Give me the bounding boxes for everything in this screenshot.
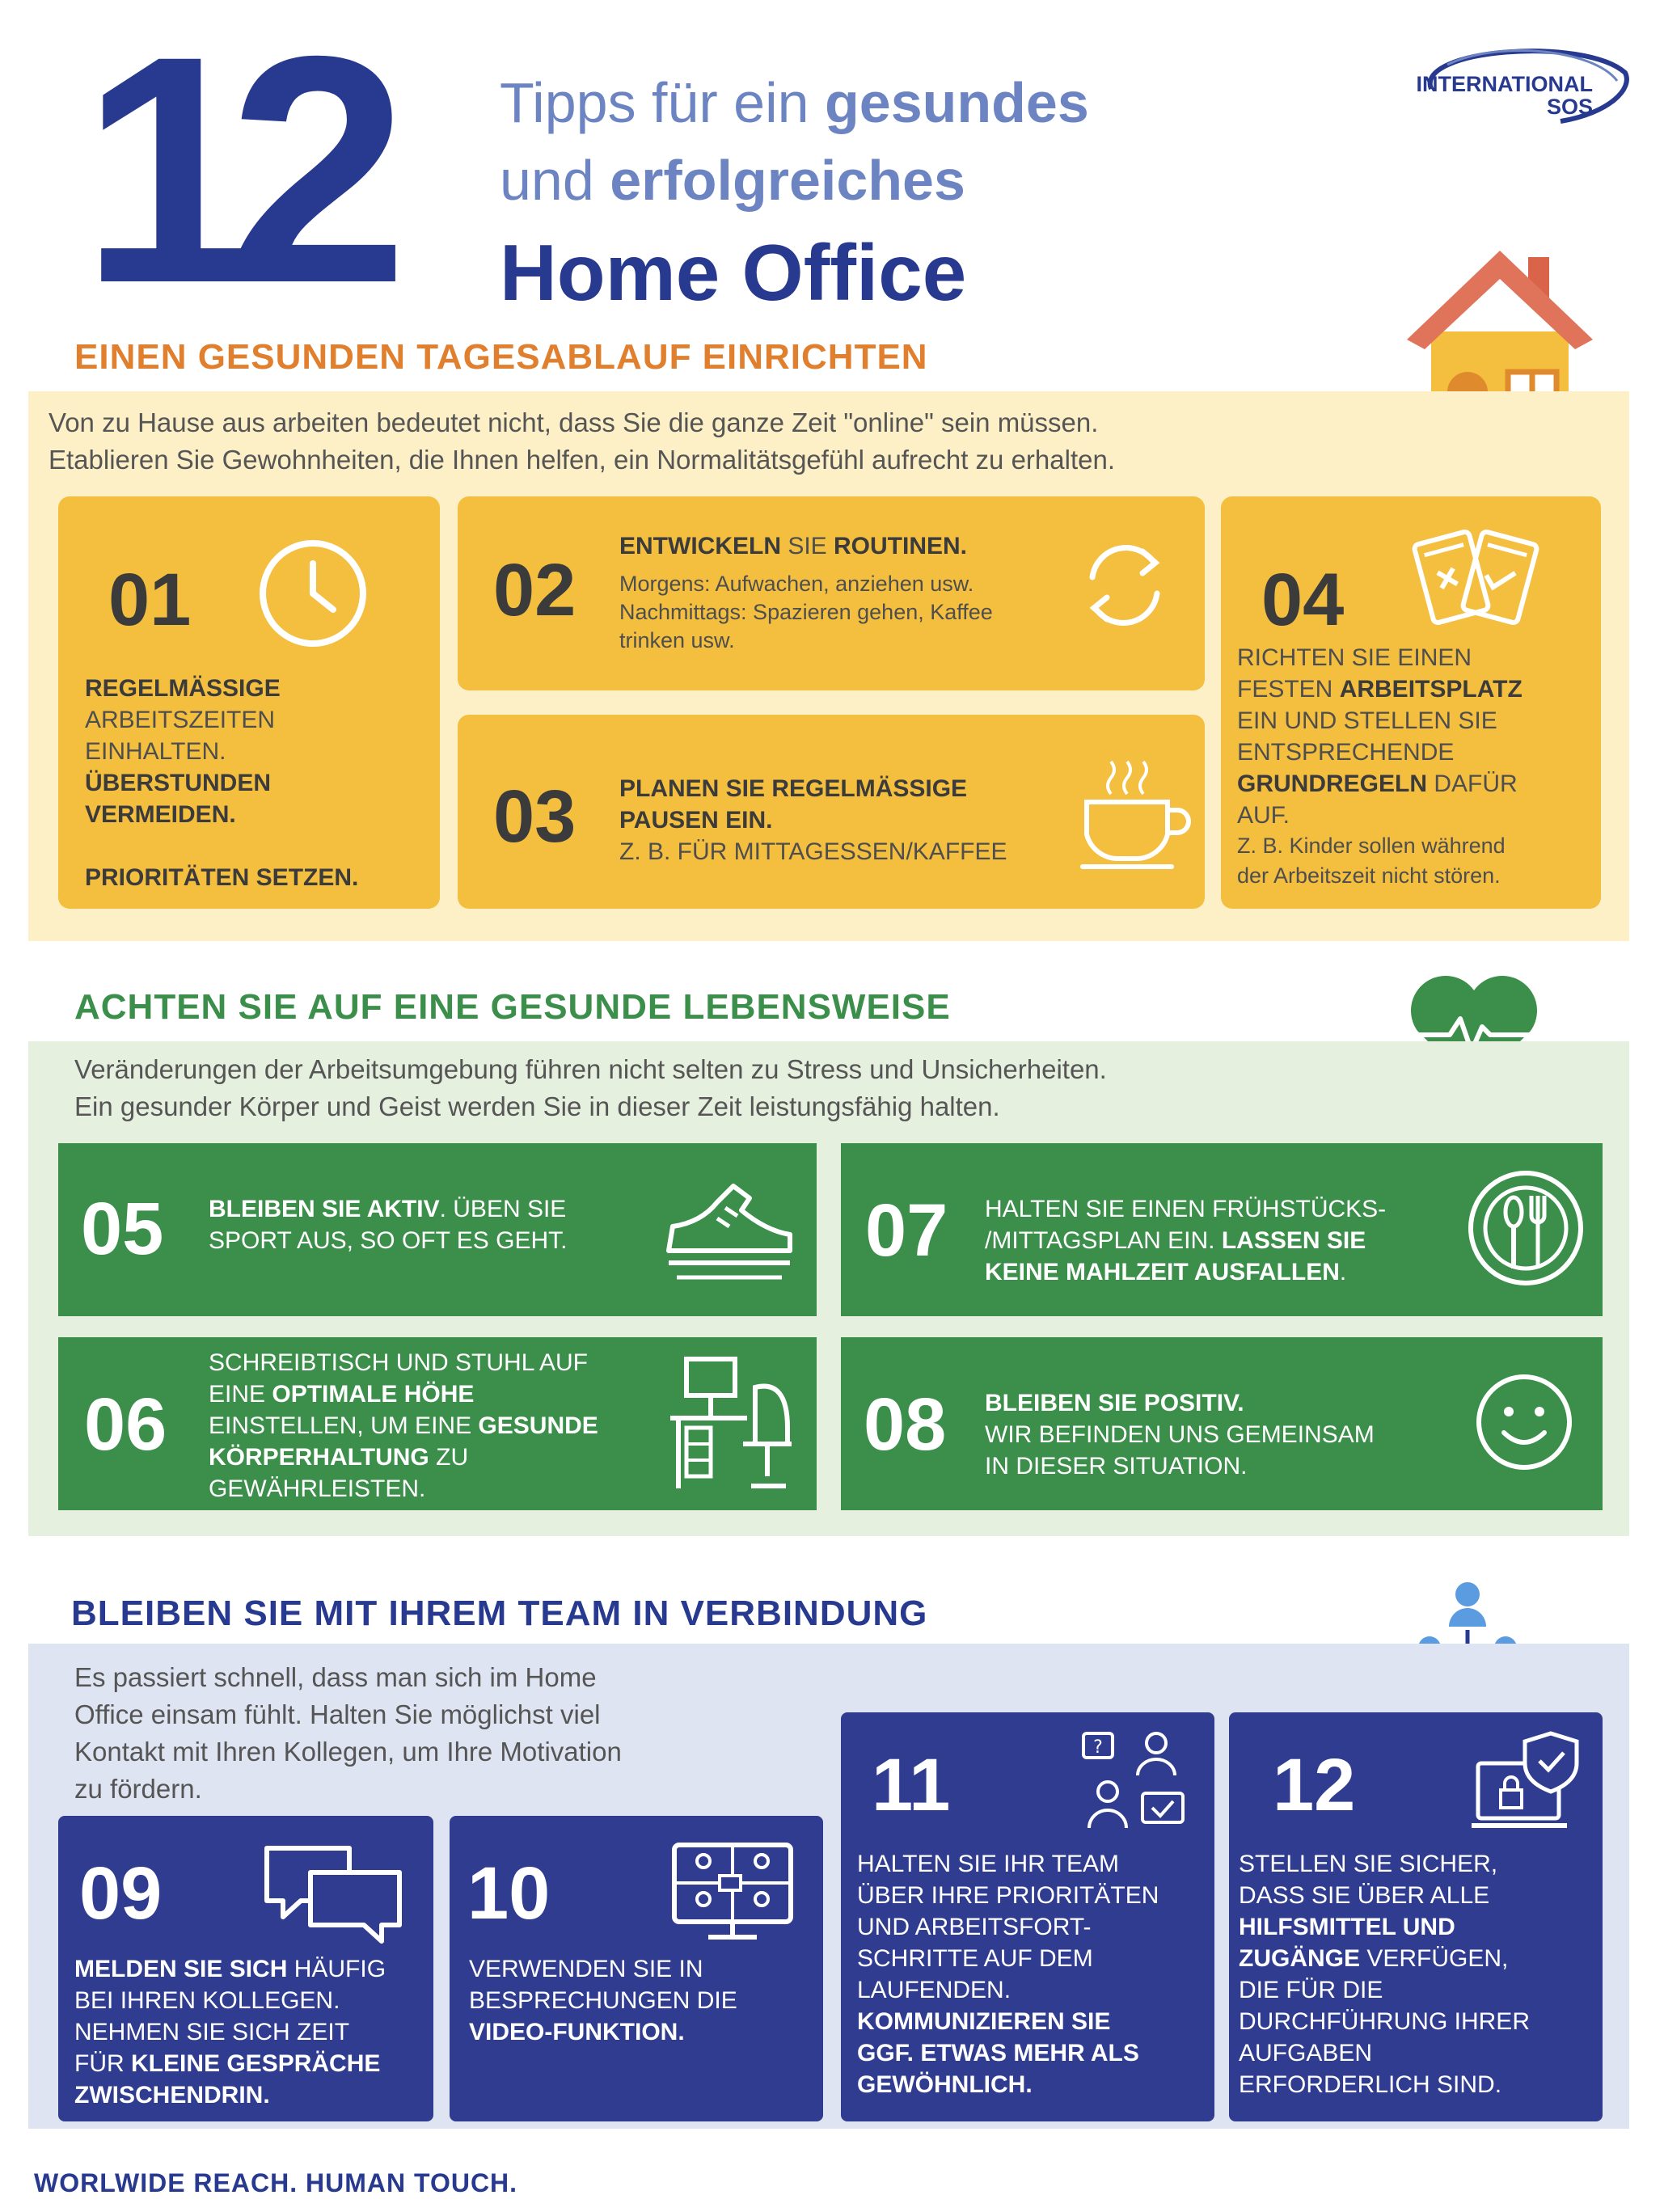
video-conference-icon [668,1838,797,1944]
tip-01-number: 01 [108,559,192,641]
tip-01-card [58,496,440,909]
team-questions-icon [1079,1727,1193,1840]
tip-04-text: RICHTEN SIE EINEN FESTEN ARBEITSPLATZ EIN UND STELLEN SIE ENTSPRECHENDE GRUNDREGELN DAFÜR AUF. Z. B. Kinder sollen während der Arbeitszeit nicht stören. [1237,644,1523,888]
tip-08-number: 08 [864,1383,947,1466]
section-3-intro: Es passiert schnell, dass man sich im Home Office einsam fühlt. Halten Sie möglichst viel Kontakt mit Ihren Kollegen, um Ihre Motivation zu fördern. [74,1662,622,1804]
chat-bubbles-icon [260,1840,406,1945]
coffee-cup-icon [1079,754,1192,875]
tip-12-number: 12 [1273,1744,1356,1826]
tip-02-text: ENTWICKELN SIE ROUTINEN. Morgens: Aufwachen, anziehen usw. Nachmittags: Spazieren gehen, Kaffee trinken usw. [619,533,993,652]
desk-chair-icon [666,1355,796,1492]
tip-11-card [841,1712,1214,2121]
tip-04-number: 04 [1261,559,1345,641]
smiley-icon [1472,1370,1577,1475]
tip-11-number: 11 [872,1744,951,1826]
tip-08-text: BLEIBEN SIE POSITIV. WIR BEFINDEN UNS GEMEINSAM IN DIESER SITUATION. [985,1390,1375,1480]
tip-09-card [58,1816,433,2121]
tip-10-card [450,1816,823,2121]
clock-icon [252,533,374,654]
tip-04-card [1221,496,1601,909]
tip-07-card [841,1143,1603,1316]
tip-05-card [58,1143,817,1316]
tip-06-number: 06 [84,1383,167,1466]
tip-03-number: 03 [493,775,576,858]
tip-09-number: 09 [79,1852,163,1935]
tip-10-number: 10 [467,1852,551,1935]
tip-02-number: 02 [493,549,576,631]
section-3-title: BLEIBEN SIE MIT IHREM TEAM IN VERBINDUNG [71,1594,928,1633]
headline-number: 12 [81,0,376,350]
tip-03-card [458,715,1205,909]
headline-line-2: und erfolgreiches [500,149,965,212]
sneaker-icon [661,1174,798,1287]
section-2-title: ACHTEN SIE AUF EINE GESUNDE LEBENSWEISE [74,987,951,1027]
section-1-title: EINEN GESUNDEN TAGESABLAUF EINRICHTEN [74,337,928,377]
tip-12-card [1229,1712,1603,2121]
tip-05-text: BLEIBEN SIE AKTIV. ÜBEN SIE SPORT AUS, SO OFT ES GEHT. [209,1196,568,1254]
footer-tagline: WORLWIDE REACH. HUMAN TOUCH. [34,2168,518,2197]
tip-10-text: VERWENDEN SIE IN BESPRECHUNGEN DIE VIDEO-FUNKTION. [469,1956,737,2045]
tip-07-number: 07 [865,1189,948,1272]
tip-01-text: REGELMÄSSIGE ARBEITSZEITEN EINHALTEN. ÜBERSTUNDEN VERMEIDEN. PRIORITÄTEN SETZEN. [85,675,359,891]
tip-09-text: MELDEN SIE SICH HÄUFIG BEI IHREN KOLLEGEN. NEHMEN SIE SICH ZEIT FÜR KLEINE GESPRÄCHE ZWISCHENDRIN. [74,1956,386,2109]
plate-cutlery-icon [1465,1167,1586,1289]
international-sos-logo: INTERNATIONAL SOS [1399,32,1641,129]
tip-02-card [458,496,1205,690]
checklist-cards-icon [1407,521,1544,634]
tip-06-text: SCHREIBTISCH UND STUHL AUF EINE OPTIMALE HÖHE EINSTELLEN, UM EINE GESUNDE KÖRPERHALTUNG ZU GEWÄHRLEISTEN. [209,1349,598,1502]
section-1-intro: Von zu Hause aus arbeiten bedeutet nicht, dass Sie die ganze Zeit "online" sein müssen. Etablieren Sie Gewohnheiten, die Ihnen helfen, ein Normalitätsgefühl aufrecht zu erhalten. [49,407,1116,475]
tip-05-number: 05 [81,1188,164,1270]
tip-12-text: STELLEN SIE SICHER, DASS SIE ÜBER ALLE HILFSMITTEL UND ZUGÄNGE VERFÜGEN, DIE FÜR DIE DURCHFÜHRUNG IHRER AUFGABEN ERFORDERLICH SIND. [1239,1851,1530,2098]
tip-03-text: PLANEN SIE REGELMÄSSIGE PAUSEN EIN. Z. B. FÜR MITTAGESSEN/KAFFEE [619,775,1007,865]
svg-text:?: ? [1093,1737,1103,1758]
headline-line-3: Home Office [500,228,967,317]
secure-laptop-icon [1470,1727,1583,1840]
tip-07-text: HALTEN SIE EINEN FRÜHSTÜCKS- /MITTAGSPLAN EIN. LASSEN SIE KEINE MAHLZEIT AUSFALLEN. [985,1196,1387,1285]
tip-11-text: HALTEN SIE IHR TEAM ÜBER IHRE PRIORITÄTEN UND ARBEITSFORT- SCHRITTE AUF DEM LAUFENDEN. KOMMUNIZIEREN SIE GGF. ETWAS MEHR ALS GEWÖHNLICH. [857,1851,1159,2098]
headline-line-1: Tipps für ein gesundes [500,71,1089,134]
tip-06-card [58,1337,817,1510]
refresh-icon [1068,529,1181,642]
section-2-intro: Veränderungen der Arbeitsumgebung führen nicht selten zu Stress und Unsicherheiten. Ein gesunder Körper und Geist werden Sie in dieser Zeit leistungsfähig halten. [74,1054,1107,1121]
tip-08-card [841,1337,1603,1510]
